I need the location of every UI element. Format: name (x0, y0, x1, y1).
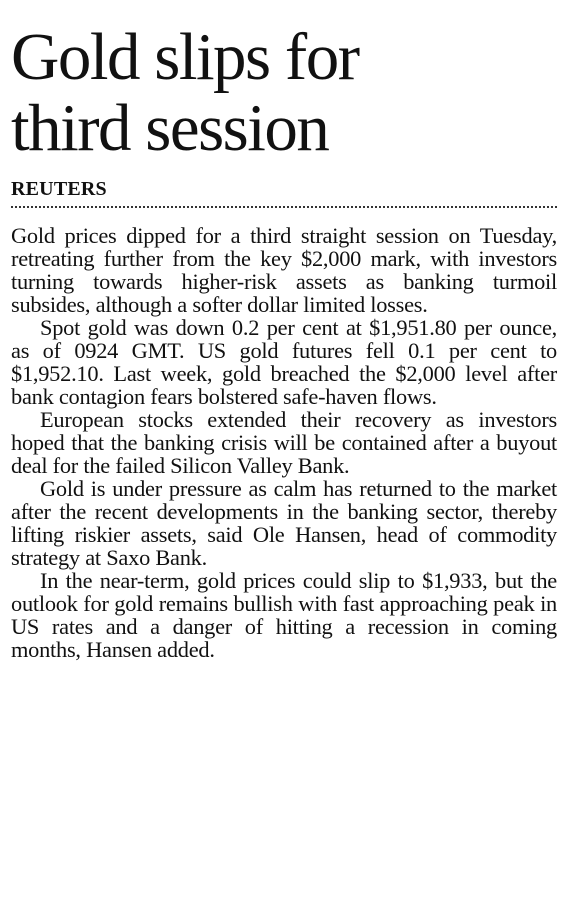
dotted-divider (11, 206, 557, 208)
paragraph-5: In the near-term, gold prices could slip to $1,933, but the outlook for gold remains bullish with fast approaching peak in US rates and a danger of hitting a recession in coming months, Hansen added. (11, 568, 557, 662)
paragraph-4: Gold is under pressure as calm has returned to the market after the recent developments in the banking sector, thereby lifting riskier assets, said Ole Hansen, head of commodity strategy at Saxo Bank. (11, 476, 557, 570)
news-article (11, 0, 557, 661)
paragraph-2: Spot gold was down 0.2 per cent at $1,951.80 per ounce, as of 0924 GMT. US gold futures fell 0.1 per cent to $1,952.10. Last week, gold breached the $2,000 level after bank contagion fears bolstered safe-haven flows. (11, 315, 557, 409)
headline-line-2: third session (11, 91, 329, 165)
headline-line-1: Gold slips for (11, 20, 359, 94)
paragraph-1: Gold prices dipped for a third straight session on Tuesday, retreating further from the key $2,000 mark, with investors turning towards higher-risk assets as banking turmoil subsides, although a softer dollar limited losses. (11, 223, 557, 317)
article-body (11, 224, 557, 661)
headline (11, 0, 557, 164)
paragraph-3: European stocks extended their recovery as investors hoped that the banking crisis will be contained after a buyout deal for the failed Silicon Valley Bank. (11, 407, 557, 478)
byline: REUTERS (11, 178, 107, 200)
